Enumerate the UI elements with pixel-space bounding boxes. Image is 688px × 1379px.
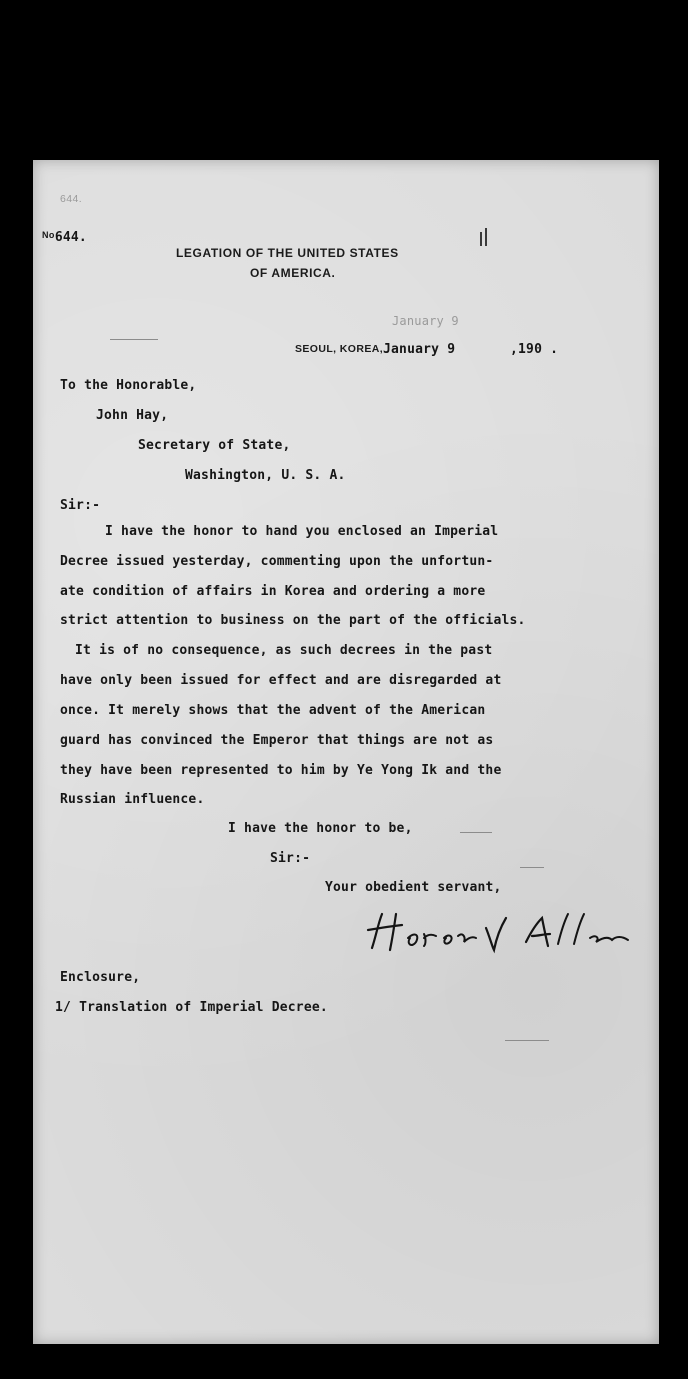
number-prefix: No	[42, 230, 55, 240]
body-line: Decree issued yesterday, commenting upon the unfortun-	[60, 554, 494, 569]
scan-mark	[485, 228, 487, 246]
salutation: Sir:-	[60, 498, 101, 513]
address-line-3: Secretary of State,	[138, 438, 291, 453]
body-line: they have been represented to him by Ye Yong Ik and the	[60, 763, 502, 778]
closing-line-2: Sir:-	[270, 851, 311, 866]
enclosure-label: Enclosure,	[60, 970, 141, 985]
dispatch-number	[42, 230, 87, 245]
place-line: SEOUL, KOREA,	[295, 343, 384, 355]
scan-mark	[110, 339, 158, 340]
scan-mark	[480, 232, 482, 246]
letterhead-line-2: OF AMERICA.	[250, 266, 336, 280]
number-value: 644.	[54, 230, 87, 245]
body-line: guard has convinced the Emperor that things are not as	[60, 733, 494, 748]
body-line: It is of no consequence, as such decrees in the past	[75, 643, 493, 658]
faint-dispatch-number: 644.	[60, 193, 83, 205]
address-line-1: To the Honorable,	[60, 378, 197, 393]
body-line: once. It merely shows that the advent of the American	[60, 703, 486, 718]
letter-year: ,190 .	[510, 342, 559, 357]
letter-page	[33, 160, 659, 1344]
closing-line-3: Your obedient servant,	[325, 880, 502, 895]
handwritten-signature	[362, 908, 640, 958]
letterhead-line-1: LEGATION OF THE UNITED STATES	[176, 246, 399, 260]
scan-mark	[460, 832, 492, 833]
address-line-2: John Hay,	[96, 408, 169, 423]
body-line: ate condition of affairs in Korea and ordering a more	[60, 584, 486, 599]
body-line: Russian influence.	[60, 792, 205, 807]
enclosure-item: 1/ Translation of Imperial Decree.	[55, 1000, 328, 1015]
scan-mark	[520, 867, 544, 868]
letter-date: January 9	[383, 342, 456, 357]
closing-line-1: I have the honor to be,	[228, 821, 413, 836]
scan-mark	[505, 1040, 549, 1041]
address-line-4: Washington, U. S. A.	[185, 468, 346, 483]
received-stamp: January 9	[392, 314, 459, 328]
body-line: strict attention to business on the part of the officials.	[60, 613, 526, 628]
body-line: have only been issued for effect and are disregarded at	[60, 673, 502, 688]
body-line: I have the honor to hand you enclosed an Imperial	[105, 524, 499, 539]
